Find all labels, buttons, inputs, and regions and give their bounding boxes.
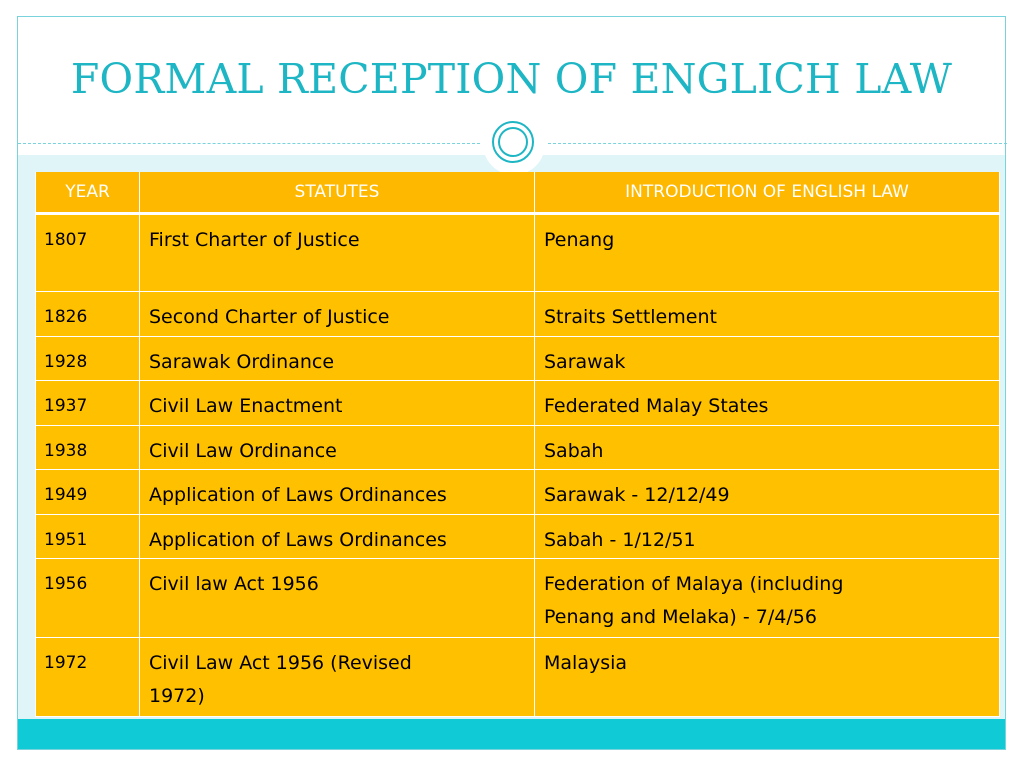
statute-cell: Application of Laws Ordinances bbox=[140, 515, 535, 559]
year-cell: 1949 bbox=[36, 470, 140, 515]
table-row bbox=[36, 470, 1000, 515]
introduction-line: Federation of Malaya (including bbox=[544, 573, 844, 595]
table-row bbox=[36, 337, 1000, 381]
statute-cell: First Charter of Justice bbox=[140, 214, 535, 292]
introduction-cell: Straits Settlement bbox=[535, 292, 1000, 337]
introduction-line: Penang and Melaka) - 7/4/56 bbox=[544, 606, 817, 628]
title-divider-left bbox=[18, 143, 480, 144]
statute-cell: Application of Laws Ordinances bbox=[140, 470, 535, 515]
header-statutes: STATUTES bbox=[140, 172, 535, 214]
table-row bbox=[36, 638, 1000, 717]
table-row bbox=[36, 559, 1000, 638]
title-divider-right bbox=[548, 143, 1007, 144]
circle-ornament-icon bbox=[492, 121, 534, 163]
statute-cell: Sarawak Ordinance bbox=[140, 337, 535, 381]
header-year: YEAR bbox=[36, 172, 140, 214]
statute-line: Civil Law Act 1956 (Revised bbox=[149, 652, 412, 674]
year-cell: 1826 bbox=[36, 292, 140, 337]
introduction-cell: Sabah bbox=[535, 426, 1000, 470]
footer-bar bbox=[18, 719, 1005, 749]
introduction-cell: Sarawak - 12/12/49 bbox=[535, 470, 1000, 515]
statute-cell: Civil Law Enactment bbox=[140, 381, 535, 426]
introduction-cell bbox=[535, 559, 1000, 638]
table-row bbox=[36, 515, 1000, 559]
introduction-cell: Sabah - 1/12/51 bbox=[535, 515, 1000, 559]
statute-cell bbox=[140, 638, 535, 717]
year-cell: 1951 bbox=[36, 515, 140, 559]
table-row bbox=[36, 214, 1000, 292]
introduction-cell: Federated Malay States bbox=[535, 381, 1000, 426]
year-cell: 1938 bbox=[36, 426, 140, 470]
year-cell: 1937 bbox=[36, 381, 140, 426]
statute-cell: Second Charter of Justice bbox=[140, 292, 535, 337]
table-row bbox=[36, 381, 1000, 426]
introduction-cell: Malaysia bbox=[535, 638, 1000, 717]
table-row bbox=[36, 426, 1000, 470]
header-introduction: INTRODUCTION OF ENGLISH LAW bbox=[535, 172, 1000, 214]
law-reception-table bbox=[35, 172, 1000, 717]
inner-circle-icon bbox=[498, 127, 528, 157]
statute-line: 1972) bbox=[149, 685, 205, 707]
statute-cell: Civil Law Ordinance bbox=[140, 426, 535, 470]
introduction-cell: Penang bbox=[535, 214, 1000, 292]
statute-cell: Civil law Act 1956 bbox=[140, 559, 535, 638]
slide-frame bbox=[17, 16, 1006, 750]
slide-title: FORMAL RECEPTION OF ENGLICH LAW bbox=[70, 55, 953, 103]
year-cell: 1972 bbox=[36, 638, 140, 717]
year-cell: 1956 bbox=[36, 559, 140, 638]
year-cell: 1807 bbox=[36, 214, 140, 292]
table-row bbox=[36, 292, 1000, 337]
year-cell: 1928 bbox=[36, 337, 140, 381]
introduction-cell: Sarawak bbox=[535, 337, 1000, 381]
table-header-row bbox=[36, 172, 1000, 214]
